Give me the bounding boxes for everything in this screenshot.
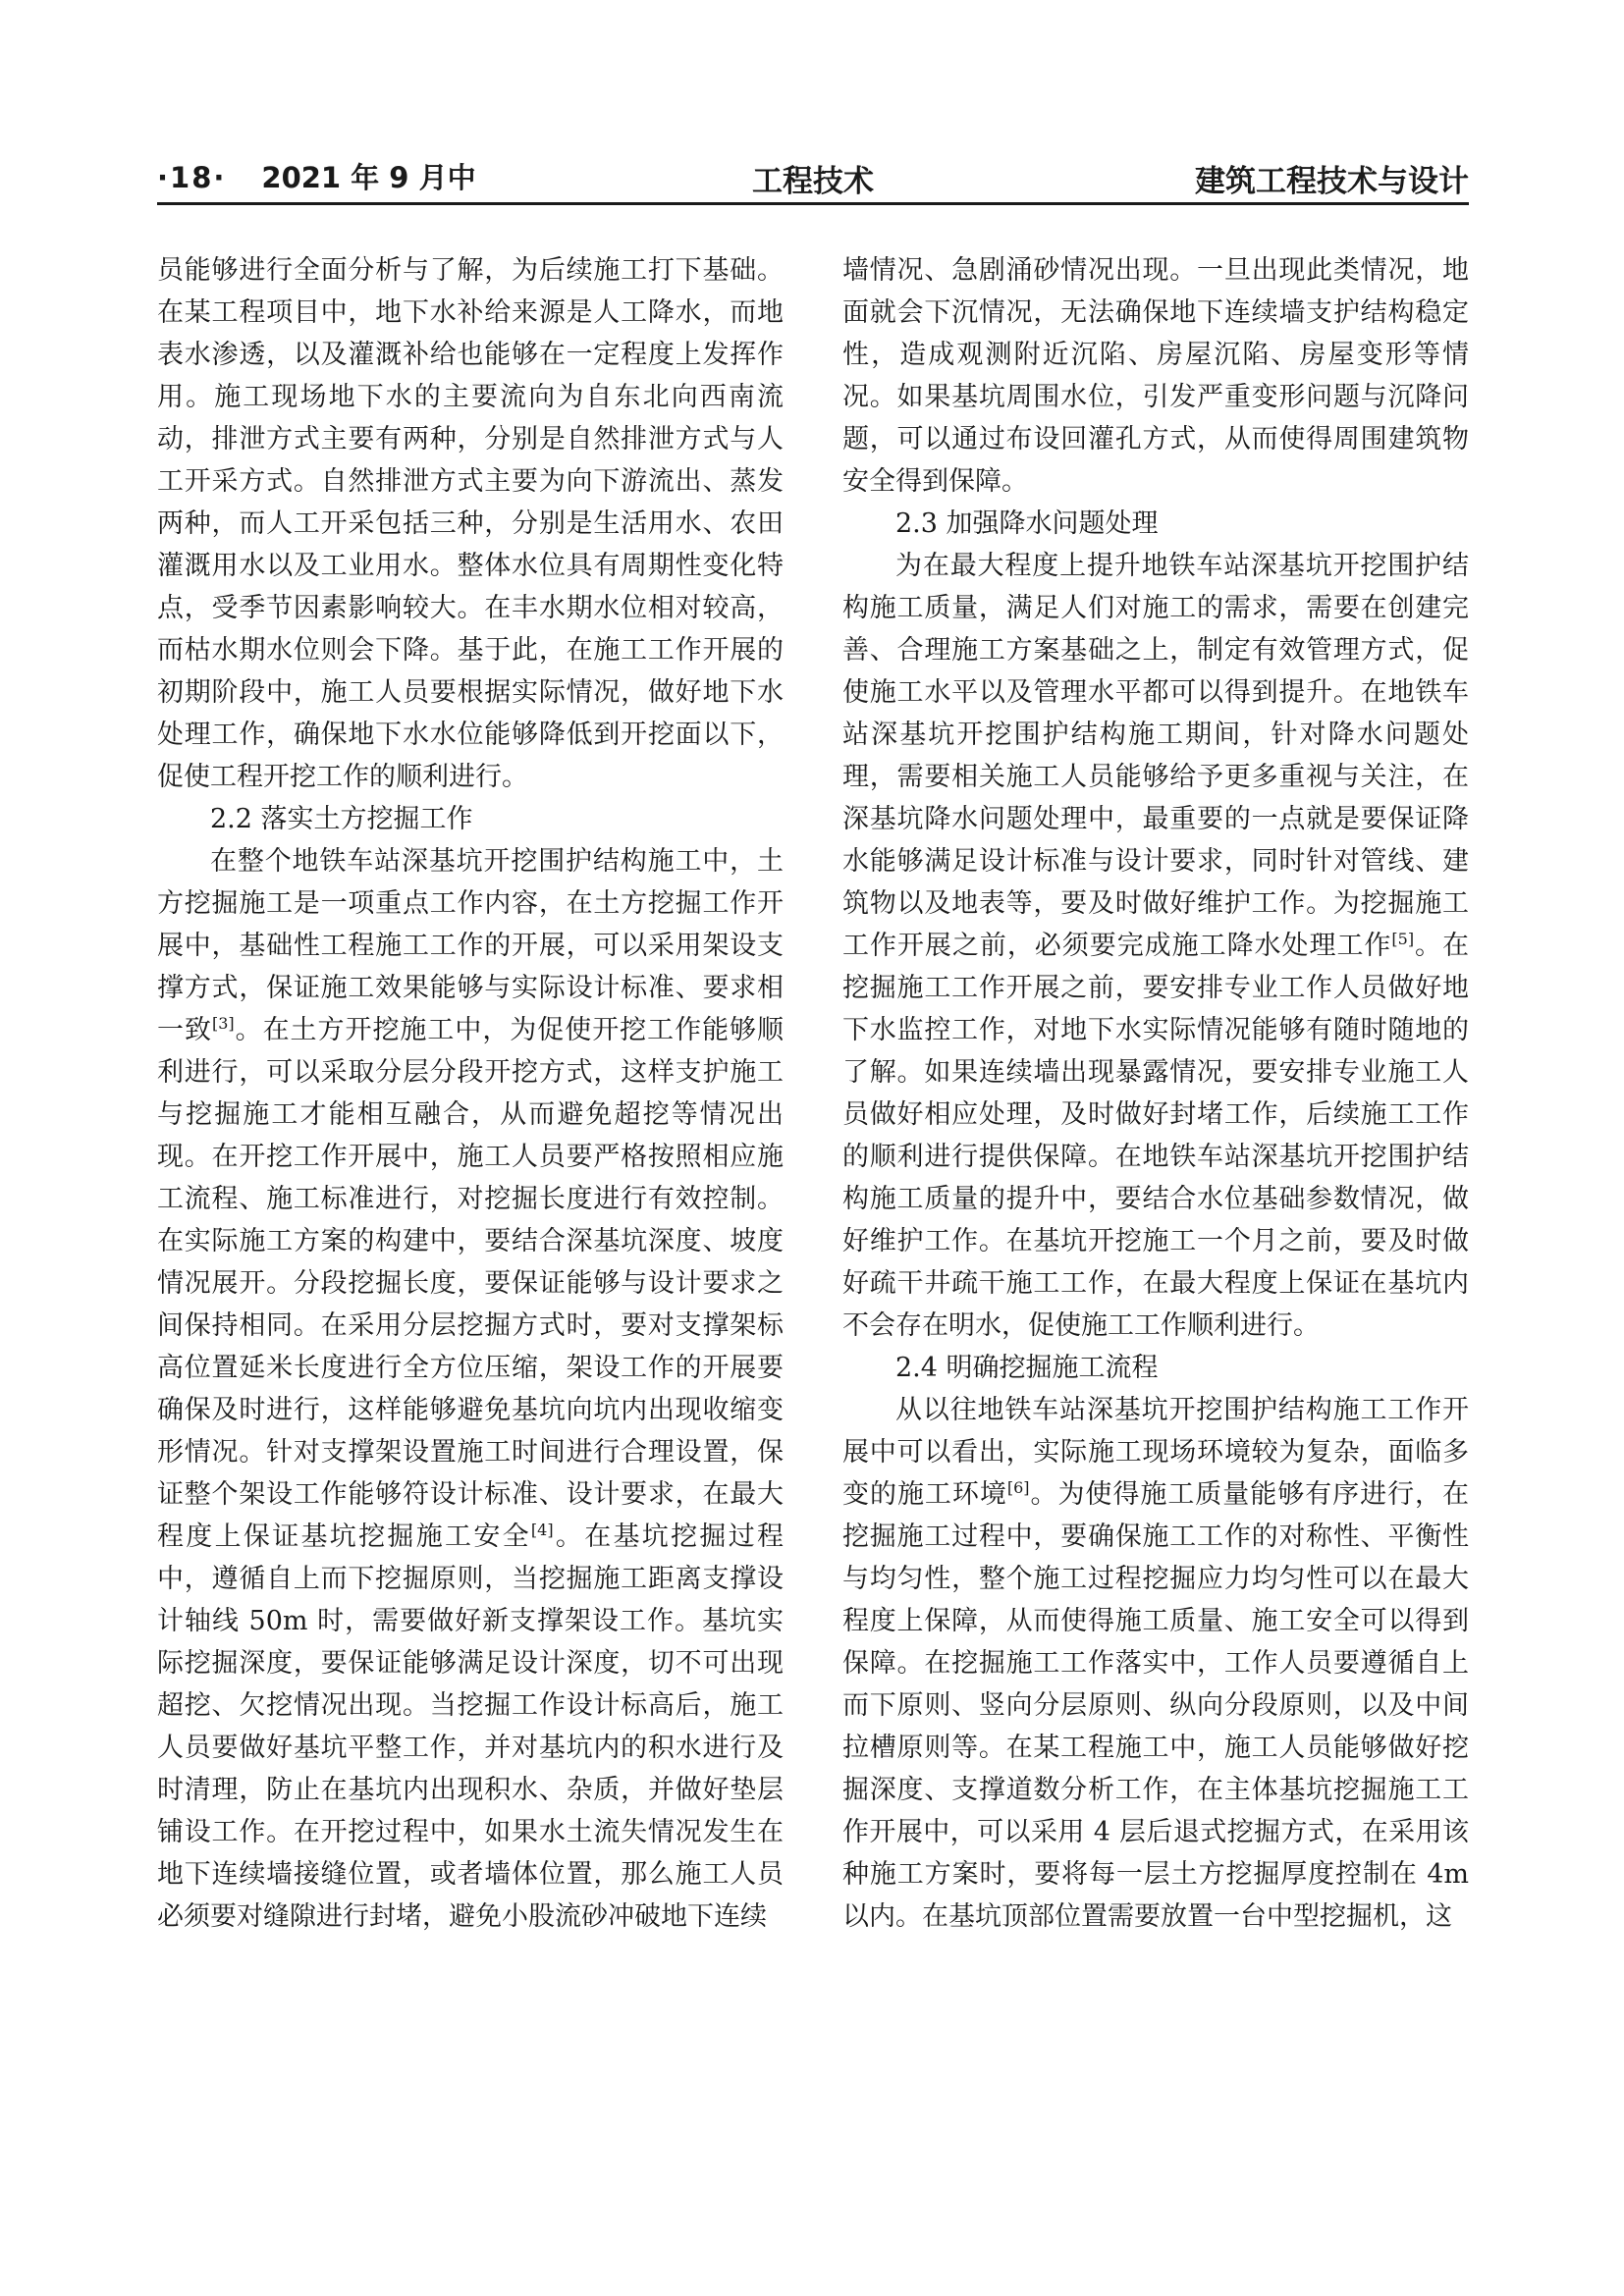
paragraph-dewatering [842, 545, 1469, 1347]
paragraph-process [842, 1389, 1469, 1938]
paragraph-text: 从以往地铁车站深基坑开挖围护结构施工工作开展中可以看出，实际施工现场环境较为复杂，面临多变的施工环境 [842, 1395, 1469, 1510]
right-column [842, 249, 1469, 2134]
paragraph-text: 。在挖掘施工工作开展之前，要安排专业工作人员做好地下水监控工作，对地下水实际情况能够有随时随地的了解。如果连续墙出现暴露情况，要安排专业施工人员做好相应处理，及时做好封堵工作，后续施工工作的顺利进行提供保障。在地铁车站深基坑开挖围护结构施工质量的提升中，要结合水位基础参数情况，做好维护工作。在基坑开挖施工一个月之前，要及时做好疏干井疏干施工工作，在最大程度上保证在基坑内不会存在明水，促使施工工作顺利进行。 [842, 931, 1469, 1341]
journal-name: 建筑工程技术与设计 [1195, 164, 1469, 199]
section-heading-2-2: 2.2 落实土方挖掘工作 [210, 804, 473, 834]
paragraph-text: 在整个地铁车站深基坑开挖围护结构施工中，土方挖掘施工是一项重点工作内容，在土方挖掘工作开展中，基础性工程施工工作的开展，可以采用架设支撑方式，保证施工效果能够与实际设计标准、要求相一致 [157, 846, 784, 1045]
section-heading-2-4: 2.4 明确挖掘施工流程 [895, 1353, 1159, 1383]
paragraph-continuation: 墙情况、急剧涌砂情况出现。一旦出现此类情况，地面就会下沉情况，无法确保地下连续墙支护结构稳定性，造成观测附近沉陷、房屋沉陷、房屋变形等情况。如果基坑周围水位，引发严重变形问题与沉降问题，可以通过布设回灌孔方式，从而使得周围建筑物安全得到保障。 [842, 255, 1469, 497]
paragraph-text: 。为使得施工质量能够有序进行，在挖掘施工过程中，要确保施工工作的对称性、平衡性与均匀性，整个施工过程挖掘应力均匀性可以在最大程度上保障，从而使得施工质量、施工安全可以得到保障。在挖掘施工工作落实中，工作人员要遵循自上而下原则、竖向分层原则、纵向分段原则，以及中间拉槽原则等。在某工程施工中，施工人员能够做好挖掘深度、支撑道数分析工作，在主体基坑挖掘施工工作开展中，可以采用 4 层后退式挖掘方式，在采用该种施工方案时，要将每一层土方挖掘厚度控制在 4m 以内。在基坑顶部位置需要放置一台中型挖掘机，这 [842, 1479, 1469, 1932]
citation-5[interactable]: [5] [1391, 930, 1415, 948]
running-header [157, 152, 1469, 199]
header-rule [157, 202, 1469, 205]
paragraph-excavation [157, 840, 784, 1938]
page-number: ·18· [157, 161, 227, 194]
citation-4[interactable]: [4] [530, 1521, 554, 1539]
paragraph-text: 。在土方开挖施工中，为促使开挖工作能够顺利进行，可以采取分层分段开挖方式，这样支护施工与挖掘施工才能相互融合，从而避免超挖等情况出现。在开挖工作开展中，施工人员要严格按照相应施工流程、施工标准进行，对挖掘长度进行有效控制。在实际施工方案的构建中，要结合深基坑深度、坡度情况展开。分段挖掘长度，要保证能够与设计要求之间保持相同。在采用分层挖掘方式时，要对支撑架标高位置延米长度进行全方位压缩，架设工作的开展要确保及时进行，这样能够避免基坑向坑内出现收缩变形情况。针对支撑架设置施工时间进行合理设置，保证整个架设工作能够符设计标准、设计要求，在最大程度上保证基坑挖掘施工安全 [157, 1015, 784, 1552]
paragraph-text: 为在最大程度上提升地铁车站深基坑开挖围护结构施工质量，满足人们对施工的需求，需要在创建完善、合理施工方案基础之上，制定有效管理方式，促使施工水平以及管理水平都可以得到提升。在地铁车站深基坑开挖围护结构施工期间，针对降水问题处理，需要相关施工人员能够给予更多重视与关注，在深基坑降水问题处理中，最重要的一点就是要保证降水能够满足设计标准与设计要求，同时针对管线、建筑物以及地表等，要及时做好维护工作。为挖掘施工工作开展之前，必须要完成施工降水处理工作 [842, 551, 1469, 961]
section-heading-2-3: 2.3 加强降水问题处理 [895, 508, 1159, 539]
paragraph-groundwater: 员能够进行全面分析与了解，为后续施工打下基础。在某工程项目中，地下水补给来源是人工降水，而地表水渗透，以及灌溉补给也能够在一定程度上发挥作用。施工现场地下水的主要流向为自东北向西南流动，排泄方式主要有两种，分别是自然排泄方式与人工开采方式。自然排泄方式主要为向下游流出、蒸发两种，而人工开采包括三种，分别是生活用水、农田灌溉用水以及工业用水。整体水位具有周期性变化特点，受季节因素影响较大。在丰水期水位相对较高，而枯水期水位则会下降。基于此，在施工工作开展的初期阶段中，施工人员要根据实际情况，做好地下水处理工作，确保地下水水位能够降低到开挖面以下，促使工程开挖工作的顺利进行。 [157, 255, 784, 792]
issue-date: 2021 年 9 月中 [261, 161, 476, 194]
left-column [157, 249, 784, 2134]
citation-3[interactable]: [3] [211, 1014, 235, 1033]
citation-6[interactable]: [6] [1006, 1478, 1030, 1497]
section-name: 工程技术 [752, 164, 874, 199]
paragraph-text: 。在基坑挖掘过程中，遵循自上而下挖掘原则，当挖掘施工距离支撑设计轴线 50m 时，需要做好新支撑架设工作。基坑实际挖掘深度，要保证能够满足设计深度，切不可出现超挖、欠挖情况出现。当挖掘工作设计标高后，施工人员要做好基坑平整工作，并对基坑内的积水进行及时清理，防止在基坑内出现积水、杂质，并做好垫层铺设工作。在开挖过程中，如果水土流失情况发生在地下连续墙接缝位置，或者墙体位置，那么施工人员必须要对缝隙进行封堵，避免小股流砂冲破地下连续 [157, 1522, 784, 1932]
